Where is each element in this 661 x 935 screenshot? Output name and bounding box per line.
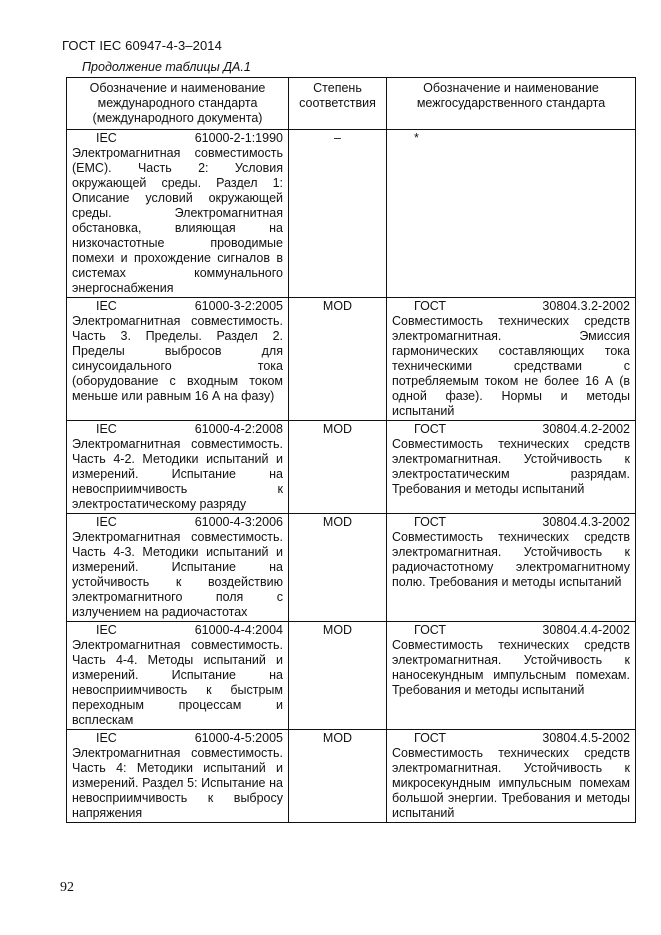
international-text: IEC 61000-4-4:2004 Электромагнитная совместимость. Часть 4-4. Методы испытаний и измерений. Испытание на невосприимчивость к быстрым переходным процессам и всплескам <box>72 623 283 727</box>
interstate-text: * <box>414 131 419 145</box>
cell-interstate <box>387 514 636 622</box>
international-text: IEC 61000-4-3:2006 Электромагнитная совместимость. Часть 4-3. Методики испытаний и измерений. Испытание на устойчивость к воздействию электромагнитного поля с излучением на радиочастотах <box>72 515 283 619</box>
table-header-row <box>67 78 636 130</box>
cell-international <box>67 730 289 823</box>
cell-degree: – <box>289 130 387 298</box>
cell-international <box>67 514 289 622</box>
table-row <box>67 130 636 298</box>
table-row <box>67 421 636 514</box>
international-text: IEC 61000-4-2:2008 Электромагнитная совместимость. Часть 4-2. Методики испытаний и измерений. Испытание на невосприимчивость к электростатическому разряду <box>72 422 283 511</box>
header-degree: Степень соответствия <box>289 78 387 130</box>
table-row <box>67 298 636 421</box>
document-header: ГОСТ IEC 60947-4-3–2014 <box>62 38 222 53</box>
cell-interstate <box>387 730 636 823</box>
table-row <box>67 730 636 823</box>
cell-interstate <box>387 298 636 421</box>
cell-interstate <box>387 130 636 298</box>
page-number: 92 <box>60 880 74 895</box>
cell-international <box>67 298 289 421</box>
interstate-text: ГОСТ 30804.3.2-2002 Совместимость технических средств электромагнитная. Эмиссия гармонических составляющих тока техническими средствами с потребляемым током не более 16 А (в одной фазе). Нормы и методы испытаний <box>392 299 630 418</box>
header-interstate: Обозначение и наименование межгосударственного стандарта <box>387 78 636 130</box>
cell-degree: MOD <box>289 298 387 421</box>
cell-degree: MOD <box>289 622 387 730</box>
interstate-text: ГОСТ 30804.4.2-2002 Совместимость технических средств электромагнитная. Устойчивость к электростатическим разрядам. Требования и методы испытаний <box>392 422 630 496</box>
cell-degree: MOD <box>289 514 387 622</box>
table-row <box>67 514 636 622</box>
cell-interstate <box>387 622 636 730</box>
international-text: IEC 61000-4-5:2005 Электромагнитная совместимость. Часть 4: Методики испытаний и измерений. Раздел 5: Испытание на невосприимчивость к выбросу напряжения <box>72 731 283 820</box>
cell-degree: MOD <box>289 730 387 823</box>
cell-degree: MOD <box>289 421 387 514</box>
international-text: IEC 61000-2-1:1990 Электромагнитная совместимость (EMC). Часть 2: Условия окружающей среды. Раздел 1: Описание условий окружающей среды. Электромагнитная обстановка, влияющая на низкочастотные проводимые помехи и прохождение сигналов в системах коммунального энергоснабжения <box>72 131 283 295</box>
cell-international <box>67 622 289 730</box>
cell-international <box>67 421 289 514</box>
cell-interstate <box>387 421 636 514</box>
standards-table <box>66 77 636 823</box>
header-international: Обозначение и наименование международного стандарта (международного документа) <box>67 78 289 130</box>
table-caption: Продолжение таблицы ДА.1 <box>82 60 251 74</box>
interstate-text: ГОСТ 30804.4.5-2002 Совместимость технических средств электромагнитная. Устойчивость к микросекундным импульсным помехам большой энергии. Требования и методы испытаний <box>392 731 630 820</box>
interstate-text: ГОСТ 30804.4.3-2002 Совместимость технических средств электромагнитная. Устойчивость к радиочастотному электромагнитному полю. Требования и методы испытаний <box>392 515 630 589</box>
international-text: IEC 61000-3-2:2005 Электромагнитная совместимость. Часть 3. Пределы. Раздел 2. Пределы выбросов для синусоидального тока (оборудование с входным током меньше или равным 16 А на фазу) <box>72 299 283 403</box>
table-row <box>67 622 636 730</box>
interstate-text: ГОСТ 30804.4.4-2002 Совместимость технических средств электромагнитная. Устойчивость к наносекундным импульсным помехам. Требования и методы испытаний <box>392 623 630 697</box>
cell-international <box>67 130 289 298</box>
